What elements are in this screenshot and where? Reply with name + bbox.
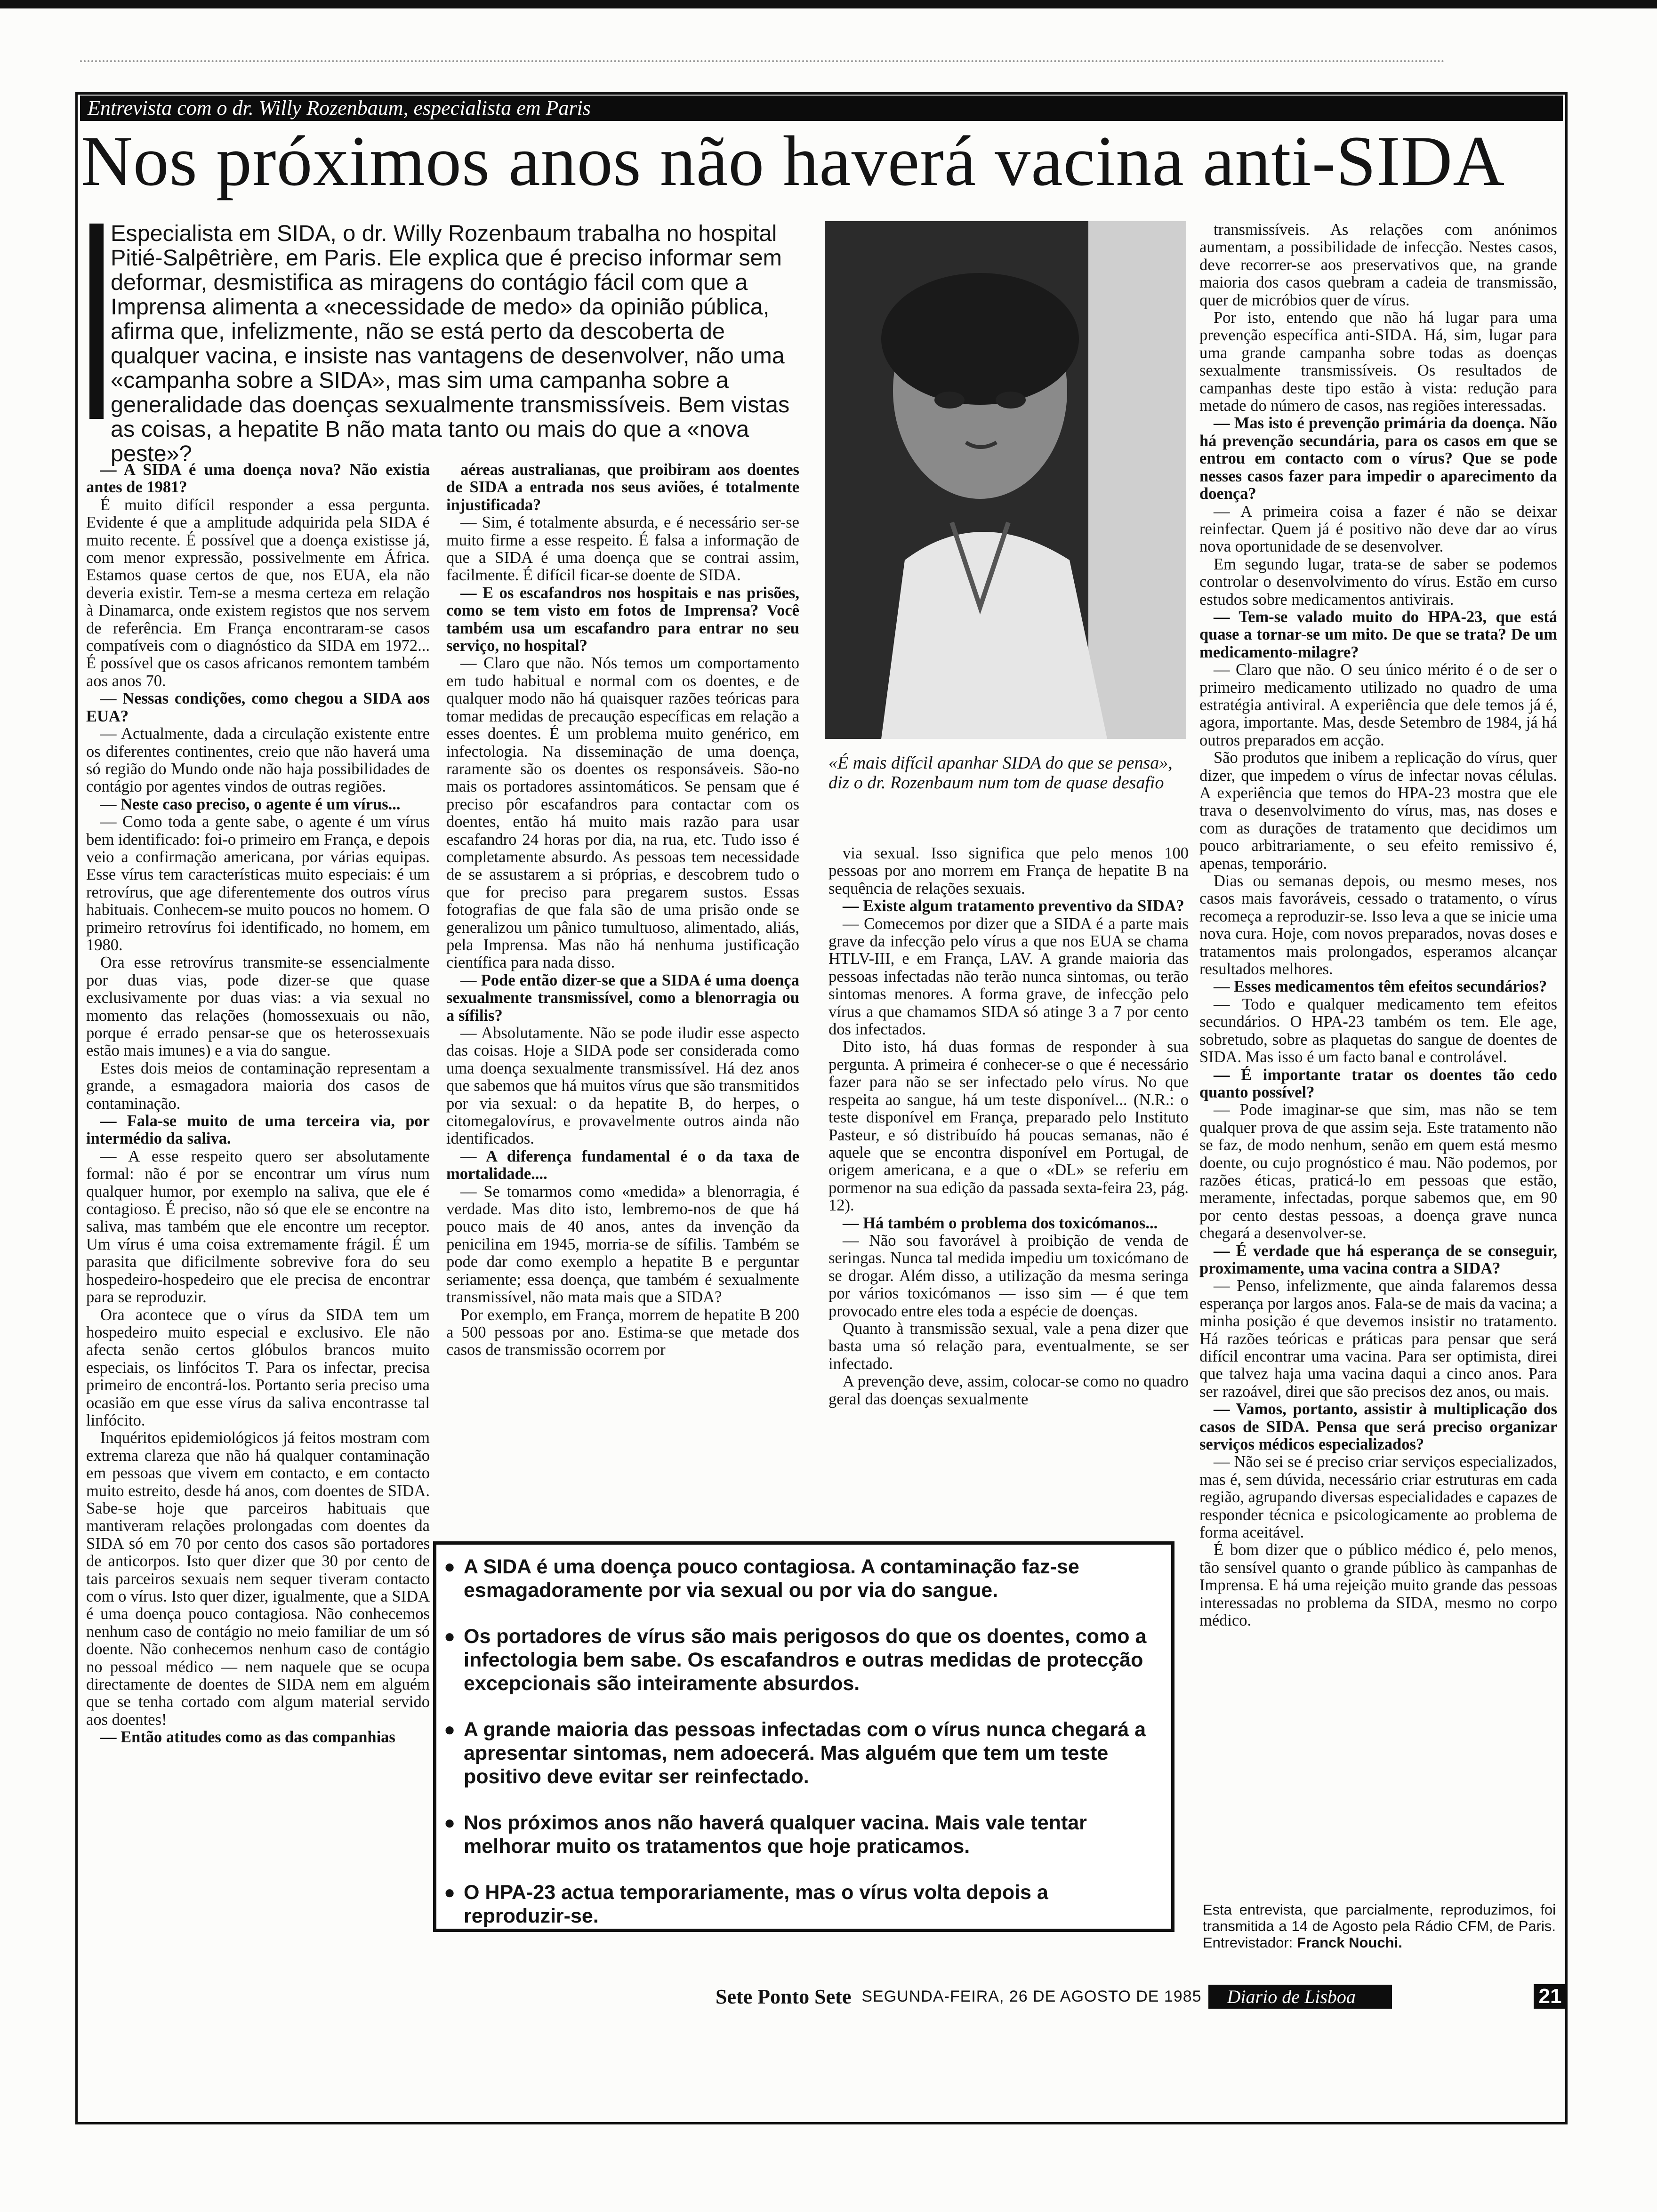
answer: Por isto, entendo que não há lugar para uma prevenção específica anti-SIDA. Há, sim, lugar para uma grande campanha sobre todas as doenças sexualmente transmissíveis. Os resultados de campanhas deste tipo estão à vista: redução para metade do número de casos, nas regiões interessadas. — [1199, 309, 1557, 415]
answer: Dias ou semanas depois, ou mesmo meses, nos casos mais favoráveis, cessado o tratamento, o vírus recomeça a reproduzir-se. Isso leva a que se inicie uma nova cura. Hoje, com novos preparados, novas doses e tratamentos mais prolongados, esperamos alcançar resultados melhores. — [1199, 872, 1557, 978]
question: — É importante tratar os doentes tão cedo quanto possível? — [1199, 1066, 1557, 1101]
portrait-photo — [825, 221, 1186, 739]
scan-edge — [0, 0, 1657, 8]
question: — Esses medicamentos têm efeitos secundários? — [1214, 978, 1547, 996]
photo-caption: «É mais difícil apanhar SIDA do que se pensa», diz o dr. Rozenbaum num tom de quase desafio — [828, 753, 1173, 793]
issue-date: SEGUNDA-FEIRA, 26 DE AGOSTO DE 1985 — [861, 1988, 1202, 2005]
question: — É verdade que há esperança de se conseguir, proximamente, uma vacina contra a SIDA? — [1199, 1242, 1557, 1277]
answer: — Actualmente, dada a circulação existente entre os diferentes continentes, creio que não haverá uma só região do Mundo onde não haja possibilidades de contágio por agentes vindos de outras regiões. — [86, 725, 430, 796]
column-3 — [828, 845, 1189, 1408]
answer: — Não sei se é preciso criar serviços especializados, mas é, sem dúvida, necessário criar estruturas em cada região, agrupando diversas especialidades e capazes de responder técnica e psicologicamente ao problema de forma aceitável. — [1199, 1453, 1557, 1542]
answer: É bom dizer que o público médico é, pelo menos, tão sensível quanto o grande público às campanhas de Imprensa. E há uma rejeição muito grande das pessoas interessadas no problema da SIDA, mesmo no corpo médico. — [1199, 1541, 1557, 1630]
interview-credit — [1203, 1901, 1556, 1951]
lead-paragraph: Especialista em SIDA, o dr. Willy Rozenbaum trabalha no hospital Pitié-Salpêtrière, em Paris. Ele explica que é preciso informar sem deformar, desmistifica as miragens do contágio fácil com que a Imprensa alimenta a «necessidade de medo» da opinião pública, afirma que, infelizmente, não se está perto da descoberta de qualquer vacina, e insiste nas vantagens de desenvolver, não uma «campanha sobre a SIDA», mas sim uma campanha sobre a generalidade das doenças sexualmente transmissíveis. Bem vistas as coisas, a hepatite B não mata tanto ou mais do que a «nova peste»? — [111, 221, 790, 466]
question: — A SIDA é uma doença nova? Não existia antes de 1981? — [86, 461, 430, 497]
column-2 — [446, 461, 799, 1359]
answer: São produtos que inibem a replicação do vírus, quer dizer, que impedem o vírus de infectar novas células. A experiência que temos do HPA-23 mostra que ele trava o desenvolvimento do vírus, mas, nas doses e com as durações de tratamento que decidimos um pouco arbitrariamente, o seu efeito remissivo é, apenas, temporário. — [1199, 749, 1557, 873]
answer: É muito difícil responder a essa pergunta. Evidente é que a amplitude adquirida pela SIDA é muito recente. É possível que a doença existisse já, com menor expressão, possivelmente em África. Estamos quase certos de que, nos EUA, ela não deveria existir. Tem-se a mesma certeza em relação à Dinamarca, onde existem registos que nos servem de referência. Em França encontraram-se casos compatíveis com o diagnóstico da SIDA em 1972... É possível que os casos africanos remontem também aos anos 70. — [86, 496, 430, 690]
question: — Mas isto é prevenção primária da doença. Não há prevenção secundária, para os casos em que se entrou em contacto com o vírus? Que se pode nesses casos fazer para impedir o aparecimento da doença? — [1199, 414, 1557, 503]
answer: — A primeira coisa a fazer é não se deixar reinfectar. Quem já é positivo não deve dar ao vírus nova oportunidade de se desenvolver. — [1199, 502, 1557, 556]
page-footer — [716, 1984, 1392, 2010]
answer: — A esse respeito quero ser absolutamente formal: não é por se encontrar um vírus num qualquer humor, por exemplo na saliva, que ele é contagioso. É preciso, não só que ele se encontre na saliva, mas também que ele encontre um receptor. Um vírus é uma coisa extremamente frágil. É um parasita que dificilmente sobrevive fora do seu hospedeiro-hospedeiro que ele precisa de encontrar para se reproduzir. — [86, 1147, 430, 1306]
answer: Quanto à transmissão sexual, vale a pena dizer que basta uma só relação para, eventualmente, se ser infectado. — [828, 1319, 1189, 1373]
answer: Dito isto, há duas formas de responder à sua pergunta. A primeira é conhecer-se o que é necessário fazer para não se ser infectado pelo vírus. No que respeita ao sangue, há um teste disponível... (N.R.: o teste disponível em França, preparado pelo Instituto Pasteur, e só distribuído há poucas semanas, não é aquele que se encontra disponível em Portugal, de origem americana, e a que o «DL» se referiu em pormenor na sua edição da passada sexta-feira 23, pág. 12). — [828, 1038, 1189, 1215]
section-brand: Sete Ponto Sete — [716, 1985, 852, 2008]
answer: — Claro que não. Nós temos um comportamento em tudo habitual e normal com os doentes, e de qualquer modo não há quaisquer razões teóricas para tomar medidas de precaução específicas em relação a esses doentes. É um problema muito genérico, em infectologia. Na disseminação de uma doença, raramente são os doentes os responsáveis. São-no mais os portadores assintomáticos. Se pensam que é preciso pôr escafandros para contactar com os doentes, então há muito mais razão para usar escafandro 24 horas por dia, na rua, etc. Tudo isso é completamente absurdo. As pessoas tem necessidade de se assustarem a si próprias, e descobrem tudo o que for preciso para pregarem sustos. Essas fotografias de que fala são de uma prisão onde se generalizou um pânico tumultuoso, alimentado, aliás, pela Imprensa. Mas não há nenhuma justificação científica para nada disso. — [446, 654, 799, 972]
answer: Estes dois meios de contaminação representam a grande, a esmagadora maioria dos casos de contaminação. — [86, 1059, 430, 1113]
highlight-item: ● Nos próximos anos não haverá qualquer vacina. Mais vale tentar melhorar muito os tratamentos que hoje praticamos. — [464, 1811, 1157, 1858]
page-number: 21 — [1534, 1984, 1567, 2009]
answer: Em segundo lugar, trata-se de saber se podemos controlar o desenvolvimento do vírus. Estão em curso estudos sobre medicamentos antivirais. — [1199, 555, 1557, 609]
answer: — Se tomarmos como «medida» a blenorragia, é verdade. Mas dito isto, lembremo-nos de que há pouco mais de 40 anos, antes da invenção da penicilina em 1945, morria-se de sífilis. Também se pode dar como exemplo a hepatite B e perguntar seriamente; essa doença, que também é sexualmente transmissível, não mata mais que a SIDA? — [446, 1182, 799, 1306]
interviewer-name: Franck Nouchi. — [1296, 1934, 1402, 1951]
question: — Vamos, portanto, assistir à multiplicação dos casos de SIDA. Pensa que será preciso organizar serviços médicos especializados? — [1199, 1400, 1557, 1454]
highlight-item: ● A SIDA é uma doença pouco contagiosa. A contaminação faz-se esmagadoramente por via sexual ou por via do sangue. — [464, 1555, 1157, 1602]
question: — Pode então dizer-se que a SIDA é uma doença sexualmente transmissível, como a blenorragia ou a sífilis? — [446, 971, 799, 1025]
credit-text: Esta entrevista, que parcialmente, reproduzimos, foi transmitida a 14 de Agosto pela Rádio CFM, de Paris. Entrevistador: — [1203, 1901, 1556, 1951]
answer: — Claro que não. O seu único mérito é o de ser o primeiro medicamento utilizado no quadro de uma estratégia antiviral. A experiência que dele temos já é, agora, importante. Mas, desde Setembro de 1984, já há outros preparados em acção. — [1199, 661, 1557, 749]
question: — E os escafandros nos hospitais e nas prisões, como se tem visto em fotos de Imprensa? Você também usa um escafandro para entrar no seu serviço, no hospital? — [446, 584, 799, 655]
lead-marker — [89, 224, 104, 419]
kicker-bar: Entrevista com o dr. Willy Rozenbaum, especialista em Paris — [80, 96, 1563, 121]
answer: — Todo e qualquer medicamento tem efeitos secundários. O HPA-23 também os tem. Ele age, sobretudo, sobre as plaquetas do sangue de doentes de SIDA. Mas isso é um facto banal e controlável. — [1199, 995, 1557, 1066]
answer: — Sim, é totalmente absurda, e é necessário ser-se muito firme a esse respeito. É falsa a informação de que a SIDA é uma doença que se contrai assim, facilmente. É difícil ficar-se doente de SIDA. — [446, 513, 799, 585]
answer: — Não sou favorável à proibição de venda de seringas. Nunca tal medida impediu um toxicómano de se drogar. Além disso, a utilização da mesma seringa por vários toxicómanos — isso sim — é que tem provocado entre eles toda a espécie de doenças. — [828, 1231, 1189, 1320]
question: aéreas australianas, que proibiram aos doentes de SIDA a entrada nos seus aviões, é totalmente injustificada? — [446, 461, 799, 514]
question: — Neste caso preciso, o agente é um vírus... — [100, 795, 401, 813]
highlight-item: ● Os portadores de vírus são mais perigosos do que os doentes, como a infectologia bem sabe. Os escafandros e outras medidas de protecção excepcionais são inteiramente absurdos. — [464, 1625, 1157, 1695]
question: — Então atitudes como as das companhias — [100, 1728, 395, 1747]
answer: Ora acontece que o vírus da SIDA tem um hospedeiro muito especial e exclusivo. Ele não afecta senão certos glóbulos brancos muito especiais, os linfócitos T. Para os infectar, precisa primeiro de encontrá-los. Portanto seria preciso uma ocasião em que esse vírus da saliva encontrasse tal linfócito. — [86, 1306, 430, 1429]
scan-noise — [80, 60, 1445, 65]
newspaper-name: Diario de Lisboa — [1208, 1985, 1392, 2009]
question: — Há também o problema dos toxicómanos... — [843, 1214, 1158, 1232]
highlight-item: ● A grande maioria das pessoas infectadas com o vírus nunca chegará a apresentar sintomas, nem adoecerá. Mas alguém que tem um teste positivo deve evitar ser reinfectado. — [464, 1718, 1157, 1788]
question: — Tem-se valado muito do HPA-23, que está quase a tornar-se um mito. De que se trata? De um medicamento-milagre? — [1199, 608, 1557, 661]
question: — A diferença fundamental é o da taxa de mortalidade.... — [446, 1147, 799, 1183]
answer: — Absolutamente. Não se pode iludir esse aspecto das coisas. Hoje a SIDA pode ser considerada como uma doença sexualmente transmissível. Há dez anos que sabemos que há muitos vírus que são transmitidos por via sexual: o da hepatite B, do herpes, o citomegalovírus, e provavelmente outros ainda não identificados. — [446, 1024, 799, 1148]
question: — Fala-se muito de uma terceira via, por intermédio da saliva. — [86, 1112, 430, 1148]
answer: — Comecemos por dizer que a SIDA é a parte mais grave da infecção pelo vírus a que nos EUA se chama HTLV-III, e em França, LAV. A grande maioria das pessoas infectadas não terão nunca sintomas, ou terão sintomas menores. A forma grave, de infecção pelo vírus a que chamamos SIDA só atinge 3 a 7 por cento dos infectados. — [828, 914, 1189, 1039]
answer: Ora esse retrovírus transmite-se essencialmente por duas vias, pode dizer-se que quase exclusivamente por duas vias: a via sexual no momento das relações (homossexuais ou não, porque é errado pensar-se que os heterossexuais estão mais imunes) e a via do sangue. — [86, 954, 430, 1060]
column-1 — [86, 461, 430, 1747]
answer: via sexual. Isso significa que pelo menos 100 pessoas por ano morrem em França de hepatite B na sequência de relações sexuais. — [828, 844, 1189, 898]
answer: Por exemplo, em França, morrem de hepatite B 200 a 500 pessoas por ano. Estima-se que metade dos casos de transmissão ocorrem por — [446, 1306, 799, 1359]
highlight-item: ● O HPA-23 actua temporariamente, mas o vírus volta depois a reproduzir-se. — [464, 1881, 1157, 1928]
answer: transmissíveis. As relações com anónimos aumentam, a possibilidade de infecção. Nestes casos, deve recorrer-se aos preservativos que, na grande maioria dos casos quebram a cadeia de transmissão, quer de micróbios quer de vírus. — [1199, 221, 1557, 309]
answer: — Penso, infelizmente, que ainda falaremos dessa esperança por largos anos. Fala-se de mais da vacina; a minha posição é que devemos insistir no tratamento. Há razões teóricas e práticas para pensar que será difícil encontrar uma vacina. Para ser optimista, direi que talvez haja uma vacina daqui a cinco anos. Para ser razoável, direi que são precisos dez anos, ou mais. — [1199, 1277, 1557, 1401]
portrait-illustration — [825, 221, 1186, 739]
answer: A prevenção deve, assim, colocar-se como no quadro geral das doenças sexualmente — [828, 1372, 1189, 1408]
question: — Existe algum tratamento preventivo da SIDA? — [843, 897, 1184, 915]
answer: — Como toda a gente sabe, o agente é um vírus bem identificado: foi-o primeiro em França, e depois veio a confirmação americana, por várias equipas. Esse vírus tem características muito especiais: é um retrovírus, que age diferentemente dos outros vírus habituais. Conhecem-se muito poucos no homem. O primeiro retrovírus foi identificado, no homem, em 1980. — [86, 813, 430, 954]
question: — Nessas condições, como chegou a SIDA aos EUA? — [86, 689, 430, 725]
answer: Inquéritos epidemiológicos já feitos mostram com extrema clareza que não há qualquer contaminação em pessoas que vivem em contacto, e em contacto muito estreito, desde há anos, com doentes de SIDA. Sabe-se hoje que parceiros habituais que mantiveram relações prolongadas com doentes da SIDA só em 70 por cento dos casos são portadores de anticorpos. Isto quer dizer que 30 por cento de tais parceiros sexuais nem sequer tiveram contacto com o vírus. Isto quer dizer, igualmente, que a SIDA é uma doença pouco contagiosa. Não conhecemos nenhum caso de contágio no meio familiar de um só doente. Não conhecemos nenhum caso de contágio no pessoal médico — nem naquele que se ocupa directamente de doentes de SIDA nem em alguém que se tenha cortado com algum material servido aos doentes! — [86, 1429, 430, 1729]
answer: — Pode imaginar-se que sim, mas não se tem qualquer prova de que assim seja. Este tratamento não se faz, de modo nenhum, senão em quem está mesmo doente, ou cujo prognóstico é mau. Não podemos, por razões éticas, praticá-lo em pessoas que estão, meramente, infectadas, porque sabemos que, em 90 por cento destas pessoas, a doença grave nunca chegará a desenvolver-se. — [1199, 1101, 1557, 1242]
highlights-box — [433, 1541, 1174, 1932]
column-4 — [1199, 221, 1557, 1630]
headline: Nos próximos anos não haverá vacina anti-SIDA — [81, 121, 1505, 200]
